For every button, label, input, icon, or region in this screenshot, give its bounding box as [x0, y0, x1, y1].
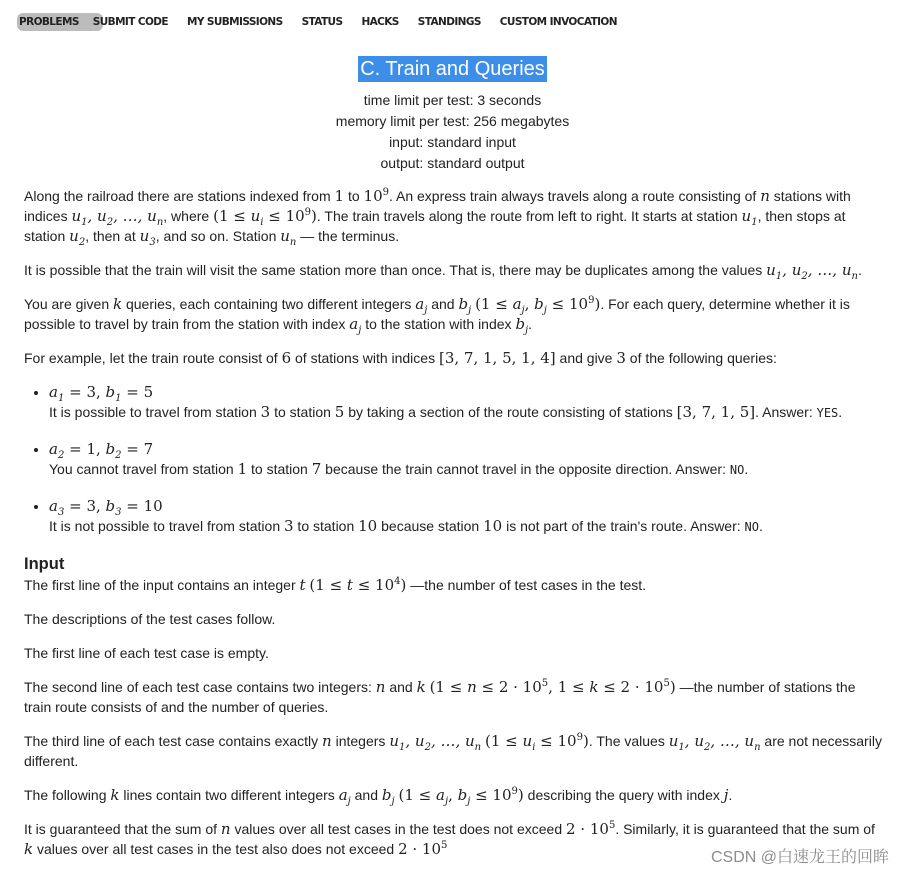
example-queries [24, 382, 886, 537]
output-spec: output: standard output [380, 155, 525, 171]
text: to [344, 188, 364, 204]
text: . The train travels along the route from left to right. It starts at station [316, 208, 742, 224]
answer-text: YES [816, 406, 839, 420]
text: For example, let the train route consist of [24, 350, 282, 366]
list-item: • $a_3 = 3$, $b_3 = 10$ It is not possible to travel from station 3 to station 10 because station 10 is not part of the train's route. Answer: NO. [49, 496, 886, 537]
text: integers [331, 733, 390, 749]
text: It is guaranteed that the sum of [24, 821, 221, 837]
answer-text: NO [729, 463, 745, 477]
watermark: CSDN @白速龙王的回眸 [710, 849, 889, 866]
input-paragraph: The following k lines contain two different integers $a_j$ and $b_j$ ($1 \le a_j$, $b_j \le 10^9$) describing the query with index j. [24, 786, 733, 807]
text: of the following queries: [625, 350, 777, 366]
time-limit: time limit per test: 3 seconds [363, 92, 542, 108]
nav-standings[interactable]: STANDINGS [417, 16, 481, 28]
input-spec: input: standard input [389, 134, 516, 150]
nav-status[interactable]: STATUS [301, 16, 343, 28]
text: values over all test cases in the test also does not exceed [33, 841, 399, 857]
text: to station [293, 518, 359, 534]
text: . The values [588, 733, 669, 749]
statement-paragraph: You are given k queries, each containing two different integers $a_j$ and $b_j$ ($1 \le a_j$, $b_j \le 10^9$). For each query, determine whether it is possible to travel by train from the station with index $a_j$ to the station with index $b_j$. [24, 295, 850, 336]
statement-paragraph: For example, let the train route consist of 6 of stations with indices [3, 7, 1, 5, 1, 4] and give 3 of the following queries: [24, 349, 777, 367]
text: — the terminus. [296, 228, 400, 244]
text: —the number of stations the train route consists of and the number of queries. [24, 679, 856, 715]
text: . [728, 787, 733, 803]
text: stations with indices [24, 188, 851, 224]
input-paragraph: The first line of the input contains an integer t $(1 \le t \le 10^4)$ —the number of test cases in the test. [24, 576, 647, 594]
statement-paragraph: It is possible that the train will visit the same station more than once. That is, there may be duplicates among the values $u_1$, $u_2$, …, $u_n$. [24, 261, 862, 282]
text: , then at [85, 228, 140, 244]
nav-custom-invocation[interactable]: CUSTOM INVOCATION [499, 16, 617, 28]
text: to station [270, 404, 335, 420]
text: and [427, 296, 459, 312]
problem-limits [0, 90, 905, 174]
text: , then stops at station [24, 208, 846, 244]
text: The following [24, 787, 111, 803]
answer-text: NO [744, 520, 759, 534]
text: and [350, 787, 382, 803]
list-item: • $a_1 = 3$, $b_1 = 5$ It is possible to travel from station 3 to station 5 by taking a section of the route consisting of stations [3, 7, 1, 5]. Answer: YES. [49, 382, 886, 423]
text: lines contain two different integers [119, 787, 339, 803]
problem-statement [24, 186, 886, 873]
text: You cannot travel from station [49, 461, 238, 477]
text: The second line of each test case contains two integers: [24, 679, 376, 695]
text: is not part of the train's route. Answer: [502, 518, 745, 534]
text: . [744, 461, 749, 477]
text: It is not possible to travel from station [49, 518, 284, 534]
text: . [759, 518, 763, 534]
input-paragraph: It is guaranteed that the sum of n values over all test cases in the test does not exceed $2 \cdot 10^5$. Similarly, it is guaranteed that the sum of k values over all test cases in the test also does not exceed $2 \cdot 10^5$ [24, 820, 875, 858]
text: —the number of test cases in the test. [406, 577, 647, 593]
nav-my-submissions[interactable]: MY SUBMISSIONS [186, 16, 283, 28]
text: It is possible to travel from station [49, 404, 261, 420]
input-heading: Input [24, 555, 65, 573]
text: , and so on. Station [155, 228, 281, 244]
text: The first line of the input contains an integer [24, 577, 300, 593]
text: It is possible that the train will visit the same station more than once. That is, there may be duplicates among the values [24, 262, 767, 278]
problem-header [0, 56, 905, 174]
input-paragraph: The descriptions of the test cases follow. [24, 611, 276, 627]
text: , where [163, 208, 214, 224]
top-nav [17, 12, 634, 32]
text: queries, each containing two different integers [122, 296, 416, 312]
text: . Similarly, it is guaranteed that the sum of [615, 821, 875, 837]
text: and [385, 679, 417, 695]
text: to the station with index [361, 316, 516, 332]
problem-title: C. Train and Queries [360, 58, 545, 80]
list-item: • $a_2 = 1$, $b_2 = 7$ You cannot travel from station 1 to station 7 because the train cannot travel in the opposite direction. Answer: NO. [49, 439, 886, 480]
input-paragraph: The second line of each test case contains two integers: n and k ($1 \le n \le 2 \cdot 10^5$, $1 \le k \le 2 \cdot 10^5$) —the number of stations the train route consists of and the number of queries. [24, 678, 856, 715]
nav-submit-code[interactable]: SUBMIT CODE [92, 16, 168, 28]
text: . [857, 262, 862, 278]
text: . [528, 316, 533, 332]
text: You are given [24, 296, 113, 312]
memory-limit: memory limit per test: 256 megabytes [335, 113, 570, 129]
text: . [838, 404, 843, 420]
text: The third line of each test case contains exactly [24, 733, 323, 749]
text: and give [555, 350, 617, 366]
text: because the train cannot travel in the opposite direction. Answer: [321, 461, 730, 477]
text: of stations with indices [291, 350, 439, 366]
input-paragraph: The third line of each test case contains exactly n integers $u_1$, $u_2$, …, $u_n$ $(1 \le u_i \le 10^9)$. The values $u_1$, $u_2$, …, $u_n$ are not necessarily different. [24, 732, 882, 769]
text: by taking a section of the route consisting of stations [344, 404, 677, 420]
text: . Answer: [755, 404, 817, 420]
nav-hacks[interactable]: HACKS [361, 16, 399, 28]
text: to station [247, 461, 312, 477]
text: are not necessarily different. [24, 733, 882, 769]
nav-problems[interactable]: PROBLEMS [17, 13, 103, 31]
input-paragraph: The first line of each test case is empty. [24, 645, 269, 661]
statement-paragraph: Along the railroad there are stations indexed from 1 to $10^9$. An express train always travels along a route consisting of n stations with indices $u_1$, $u_2$, …, $u_n$, where $(1 \le u_i \le 10^9)$. The train travels along the route from left to right. It starts at station $u_1$, then stops at station $u_2$, then at $u_3$, and so on. Station $u_n$ — the terminus. [24, 187, 851, 248]
text: Along the railroad there are stations indexed from [24, 188, 335, 204]
text: . An express train always travels along a route consisting of [389, 188, 761, 204]
text: . For each query, determine whether it is possible to travel by train from the station with index [24, 296, 850, 332]
text: because station [377, 518, 484, 534]
text: describing the query with index [523, 787, 724, 803]
text: values over all test cases in the test does not exceed [230, 821, 566, 837]
